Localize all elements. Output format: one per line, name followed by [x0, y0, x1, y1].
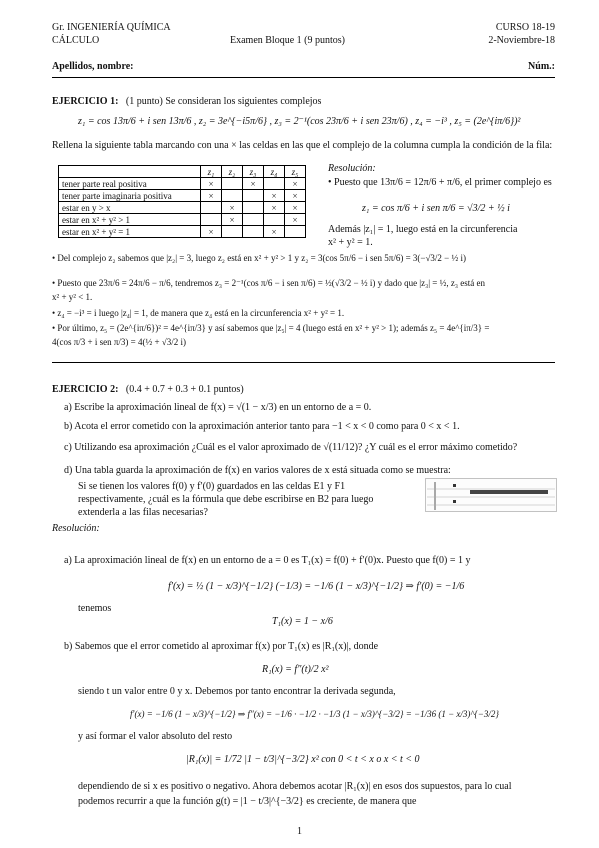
ej1-points: (1 punto) Se consideran los siguientes complejos: [125, 96, 322, 107]
ej2-question-d4: extenderla a las filas necesarias?: [78, 507, 208, 518]
ej2-heading: [52, 384, 244, 396]
mark-cell[interactable]: [243, 214, 264, 226]
mark-cell[interactable]: [222, 226, 243, 238]
ej2-question-a: a) Escribe la aproximación lineal de f(x) = √(1 − x/3) en un entorno de a = 0.: [64, 402, 372, 413]
ej2-res-b-formula2: f′(x) = −1/6 (1 − x/3)^{−1/2} ⇒ f″(x) = −1/6 · −1/2 · −1/3 (1 − x/3)^{−3/2} = −1/36 (1 − x/3)^{−3/2}: [130, 709, 499, 719]
row-label: tener parte real positiva: [59, 178, 201, 190]
section-divider: [52, 362, 555, 363]
mark-cell[interactable]: ×: [201, 226, 222, 238]
row-label: estar en x² + y² = 1: [59, 226, 201, 238]
mark-cell[interactable]: ×: [201, 190, 222, 202]
ej2-res-a-formula: f′(x) = ½ (1 − x/3)^{−1/2} (−1/3) = −1/6 (1 − x/3)^{−1/2} ⇒ f′(0) = −1/6: [168, 581, 465, 592]
ej1-heading: [52, 96, 321, 108]
ej2-res-b2: siendo t un valor entre 0 y x. Debemos por tanto encontrar la derivada segunda,: [78, 686, 396, 697]
mark-cell[interactable]: ×: [222, 202, 243, 214]
mark-cell[interactable]: [243, 226, 264, 238]
ej1-res1: • Puesto que 13π/6 = 12π/6 + π/6, el primer complejo es: [328, 177, 552, 188]
header-divider: [52, 77, 555, 78]
row-label: estar en y > x: [59, 202, 201, 214]
ej1-res3b: x² + y² < 1.: [52, 292, 93, 302]
ej2-question-d2: Si se tienen los valores f(0) y f′(0) guardados en las celdas E1 y F1: [78, 481, 346, 492]
ej1-res1c: x² + y² = 1.: [328, 237, 373, 248]
mark-cell[interactable]: [264, 214, 285, 226]
ej1-instruction: Rellena la siguiente tabla marcando con una × las celdas en las que el complejo de la columna cumpla la condición de la fila:: [52, 140, 553, 151]
ej1-res2: • Del complejo z₂ sabemos que |z₂| = 3, luego z₂ está en x² + y² > 1 y z₂ = 3(cos 5π/6 − i sen 5π/6) = 3(−√3/2 − ½ i): [52, 253, 467, 263]
mark-cell[interactable]: ×: [222, 214, 243, 226]
ej1-check-table: [58, 165, 306, 238]
col-z1: z₁: [201, 166, 222, 178]
ej2-question-d3: respectivamente, ¿cuál es la fórmula que debe escribirse en B2 para luego: [78, 494, 374, 505]
ej1-res4: • z₄ = −i³ = i luego |z₄| = 1, de manera que z₄ está en la circunferencia x² + y² = 1.: [52, 308, 345, 318]
mark-cell[interactable]: [201, 214, 222, 226]
table-header-row: [59, 166, 306, 178]
ej1-res1-formula: z₁ = cos π/6 + i sen π/6 = √3/2 + ½ i: [362, 203, 510, 214]
row-label: tener parte imaginaria positiva: [59, 190, 201, 202]
mark-cell[interactable]: [222, 178, 243, 190]
ej1-res3a: • Puesto que 23π/6 = 24π/6 − π/6, tendremos z₃ = 2⁻¹(cos π/6 − i sen π/6) = ½(√3/2 − ½ i) y dado que |z₃| = ½, z₃ está en: [52, 278, 485, 288]
mark-cell[interactable]: ×: [264, 202, 285, 214]
table-row: [59, 178, 306, 190]
header-date: 2-Noviembre-18: [488, 35, 555, 46]
col-z4: z₄: [264, 166, 285, 178]
mark-cell[interactable]: [264, 178, 285, 190]
table-row: [59, 214, 306, 226]
mark-cell[interactable]: ×: [264, 226, 285, 238]
col-z2: z₂: [222, 166, 243, 178]
ej2-resolucion-label: Resolución:: [52, 523, 100, 534]
page-number: 1: [297, 826, 302, 837]
ej2-res-b-formula: R₁(x) = f″(t)/2 x²: [262, 664, 329, 675]
table-corner: [59, 166, 201, 178]
row-label: estar en x² + y² > 1: [59, 214, 201, 226]
mark-cell[interactable]: ×: [243, 178, 264, 190]
mark-cell[interactable]: ×: [285, 190, 306, 202]
mark-cell[interactable]: ×: [285, 202, 306, 214]
ej2-res-b-formula3: |R₁(x)| = 1/72 |1 − t/3|^{−3/2} x² con 0 < t < x o x < t < 0: [186, 754, 420, 765]
spreadsheet-thumbnail: [425, 478, 557, 512]
table-row: [59, 226, 306, 238]
mark-cell[interactable]: ×: [285, 214, 306, 226]
ej2-res-b5: podemos recurrir a que la función g(t) = |1 − t/3|^{−3/2} es creciente, de manera que: [78, 796, 417, 807]
mark-cell[interactable]: [222, 190, 243, 202]
ej2-res-b: b) Sabemos que el error cometido al aproximar f(x) por T₁(x) es |R₁(x)|, donde: [64, 641, 379, 652]
mark-cell[interactable]: [243, 202, 264, 214]
ej1-formula: z₁ = cos 13π/6 + i sen 13π/6 , z₂ = 3e^{−i5π/6} , z₃ = 2⁻¹(cos 23π/6 + i sen 23π/6) , z₄ = −i³ , z₅ = (2e^{iπ/6})²: [78, 116, 521, 127]
ej1-res5b: 4(cos π/3 + i sen π/3) = 4(½ + √3/2 i): [52, 337, 186, 347]
ej2-res-a: a) La aproximación lineal de f(x) en un entorno de a = 0 es T₁(x) = f(0) + f′(0)x. Puesto que f(0) = 1 y: [64, 555, 471, 566]
header-subject: CÁLCULO: [52, 35, 100, 46]
ej2-title: EJERCICIO 2:: [52, 384, 119, 395]
ej2-points: (0.4 + 0.7 + 0.3 + 0.1 puntos): [125, 384, 244, 395]
num-label: Núm.:: [528, 61, 555, 72]
mark-cell[interactable]: [201, 202, 222, 214]
ej2-res-a-tenemos: tenemos: [78, 603, 112, 614]
mark-cell[interactable]: [285, 226, 306, 238]
mark-cell[interactable]: ×: [201, 178, 222, 190]
ej2-question-d: d) Una tabla guarda la aproximación de f(x) en varios valores de x está situada como se muestra:: [64, 465, 451, 476]
ej2-res-b3: y así formar el valor absoluto del resto: [78, 731, 233, 742]
header-exam-title: Examen Bloque 1 (9 puntos): [230, 35, 345, 46]
table-row: [59, 190, 306, 202]
ej1-res1b: Además |z₁| = 1, luego está en la circunferencia: [328, 224, 518, 235]
ej2-res-b4: dependiendo de si x es positivo o negativo. Ahora debemos acotar |R₁(x)| en esos dos supuestos, para lo cual: [78, 781, 512, 792]
ej2-question-c: c) Utilizando esa aproximación ¿Cuál es el valor aproximado de √(11/12)? ¿Y cuál es el error máximo cometido?: [64, 442, 518, 453]
name-label: Apellidos, nombre:: [52, 61, 134, 72]
ej1-res5a: • Por último, z₅ = (2e^{iπ/6})² = 4e^{iπ/3} y así sabemos que |z₅| = 4 (luego está en x² + y² > 1); además z₅ = 4e^{iπ/3} =: [52, 323, 490, 333]
ej1-title: EJERCICIO 1:: [52, 96, 119, 107]
ej2-question-b: b) Acota el error cometido con la aproximación anterior tanto para −1 < x < 0 como para 0 < x < 1.: [64, 421, 460, 432]
table-row: [59, 202, 306, 214]
ej2-res-a-formula2: T₁(x) = 1 − x/6: [272, 616, 333, 627]
header-course: Gr. INGENIERÍA QUÍMICA: [52, 22, 171, 33]
mark-cell[interactable]: ×: [264, 190, 285, 202]
col-z3: z₃: [243, 166, 264, 178]
mark-cell[interactable]: ×: [285, 178, 306, 190]
header-year: CURSO 18-19: [495, 22, 555, 33]
mark-cell[interactable]: [243, 190, 264, 202]
col-z5: z₅: [285, 166, 306, 178]
ej1-resolucion-label: Resolución:: [328, 163, 376, 174]
